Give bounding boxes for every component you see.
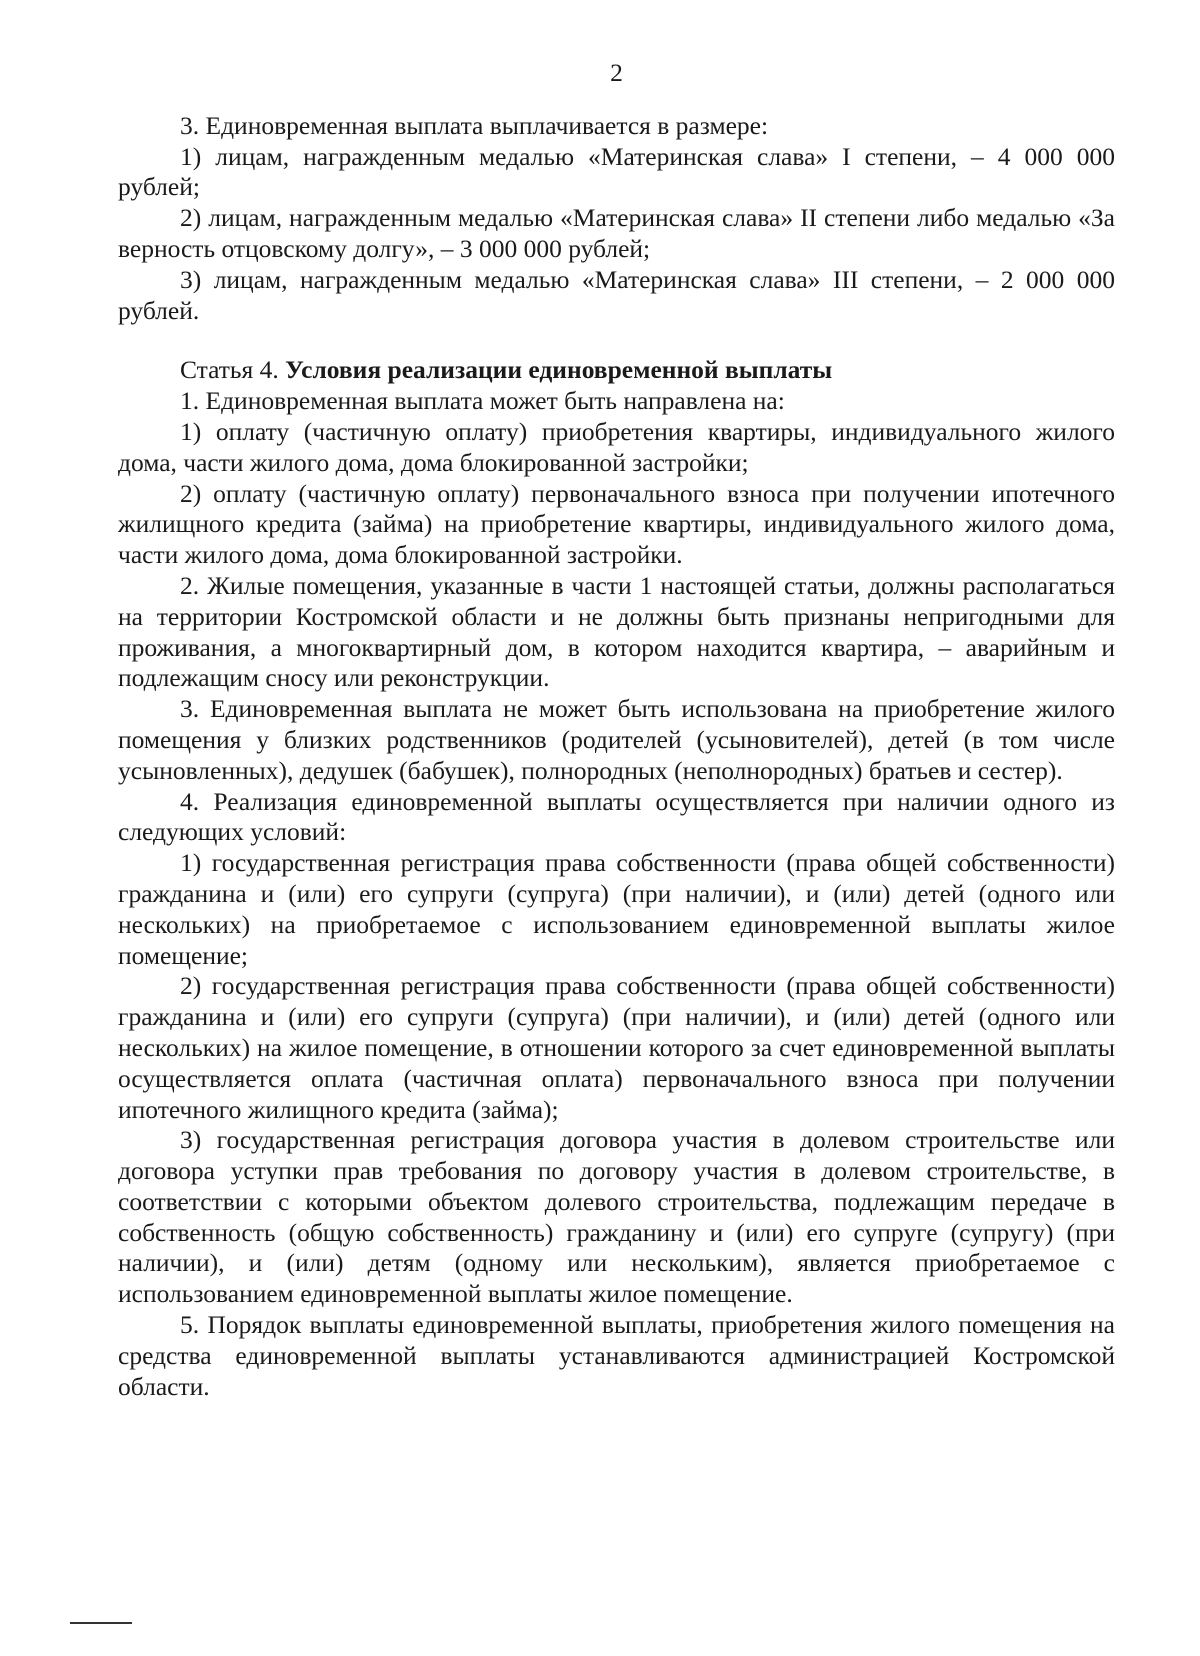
article-paragraph-4: 4. Реализация единовременной выплаты осуществляется при наличии одного из следующих условий: xyxy=(118,786,1115,847)
article-paragraph-4-item-1: 1) государственная регистрация права собственности (права общей собственности) гражданина и (или) его супруги (супруга) (при наличии), и (или) детей (одного или нескольких) на приобретаемое с использованием единовременной выплаты жилое помещение; xyxy=(118,848,1115,970)
document-page xyxy=(118,58,1115,1402)
article-paragraph-2: 2. Жилые помещения, указанные в части 1 настоящей статьи, должны располагаться на территории Костромской области и не должны быть признаны непригодными для проживания, а многоквартирный дом, в котором находится квартира, – аварийным и подлежащим сносу или реконструкции. xyxy=(118,570,1115,693)
paragraph-3: 3. Единовременная выплата выплачивается в размере: xyxy=(180,110,769,140)
article-paragraph-3: 3. Единовременная выплата не может быть использована на приобретение жилого помещения у близких родственников (родителей (усыновителей), детей (в том числе усыновленных), дедушек (бабушек), полнородных (неполнородных) братьев и сестер). xyxy=(118,694,1115,785)
article-paragraph-1: 1. Единовременная выплата может быть направлена на: xyxy=(180,386,785,416)
article-label: Статья 4. xyxy=(180,355,279,385)
article-paragraph-1-item-1: 1) оплату (частичную оплату) приобретения квартиры, индивидуального жилого дома, части жилого дома, дома блокированной застройки; xyxy=(118,416,1115,477)
article-paragraph-1-item-2: 2) оплату (частичную оплату) первоначального взноса при получении ипотечного жилищного кредита (займа) на приобретение квартиры, индивидуального жилого дома, части жилого дома, дома блокированной застройки. xyxy=(118,478,1115,570)
article-paragraph-5: 5. Порядок выплаты единовременной выплаты, приобретения жилого помещения на средства единовременной выплаты устанавливаются администрацией Костромской области. xyxy=(118,1310,1115,1401)
paragraph-3-item-1: 1) лицам, награжденным медалью «Материнская слава» I степени, – 4 000 000 рублей; xyxy=(118,141,1115,202)
footer-divider xyxy=(70,1622,132,1624)
paragraph-3-item-3: 3) лицам, награжденным медалью «Материнская слава» III степени, – 2 000 000 рублей. xyxy=(118,264,1115,325)
paragraph-3-item-2: 2) лицам, награжденным медалью «Материнская слава» II степени либо медалью «За верность отцовскому долгу», – 3 000 000 рублей; xyxy=(118,203,1115,263)
article-paragraph-4-item-3: 3) государственная регистрация договора участия в долевом строительстве или договора уступки прав требования по договору участия в долевом строительстве, в соответствии с которыми объектом долевого строительства, подлежащим передаче в собственность (общую собственность) гражданину и (или) его супруге (супругу) (при наличии), и (или) детям (одному или нескольким), является приобретаемое с использованием единовременной выплаты жилое помещение. xyxy=(118,1125,1115,1309)
article-heading xyxy=(118,355,1115,386)
article-paragraph-4-item-2: 2) государственная регистрация права собственности (права общей собственности) гражданина и (или) его супруги (супруга) (при наличии), и (или) детей (одного или нескольких) на жилое помещение, в отношении которого за счет единовременной выплаты осуществляется оплата (частичная оплата) первоначального взноса при получении ипотечного жилищного кредита (займа); xyxy=(118,971,1115,1124)
section-gap xyxy=(118,326,1115,355)
page-number: 2 xyxy=(610,58,623,87)
article-title: Условия реализации единовременной выплаты xyxy=(285,355,833,385)
